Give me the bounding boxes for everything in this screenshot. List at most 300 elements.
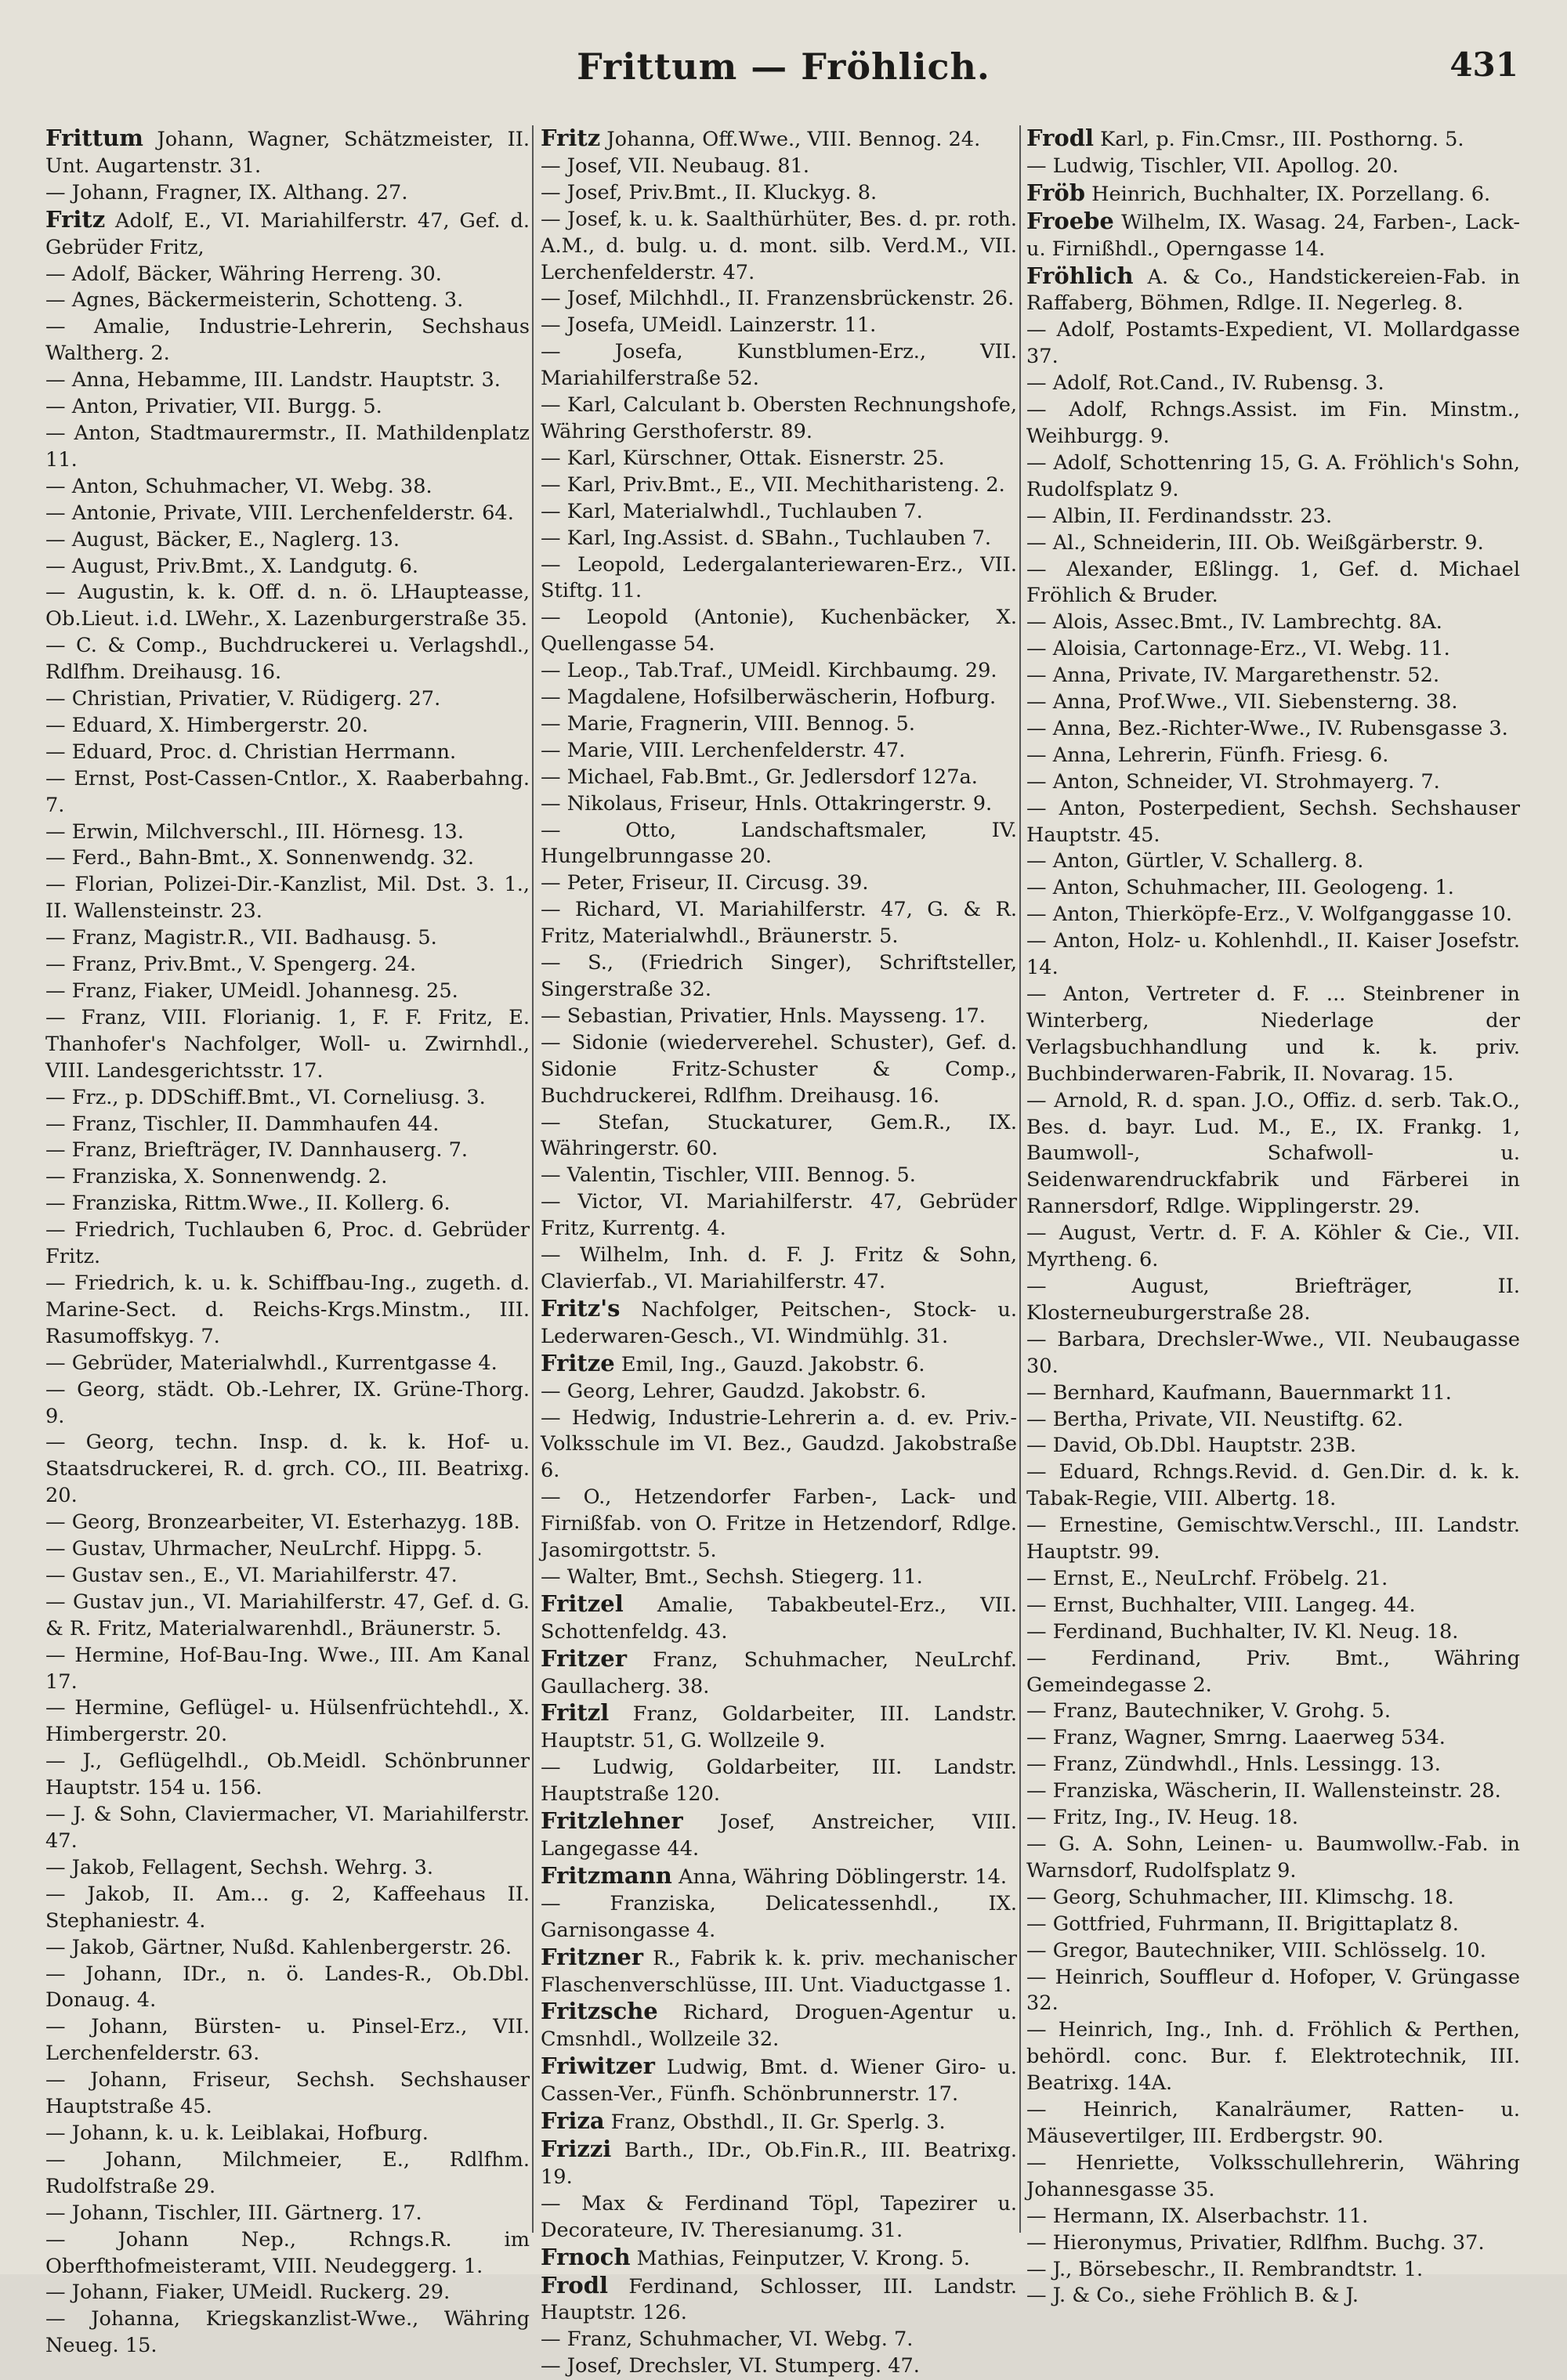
entry-text: — Hermann, IX. Alserbachstr. 11. — [1026, 2204, 1369, 2228]
entry-text: — Frz., p. DDSchiff.Bmt., VI. Corneliusg. 3. — [45, 1085, 486, 1109]
entry-text: — Gustav, Uhrmacher, NeuLrchf. Hippg. 5. — [45, 1537, 483, 1561]
directory-entry — [45, 288, 530, 314]
directory-entry — [541, 897, 1017, 950]
entry-text: — Anton, Vertreter d. F. ... Steinbrener in Winterberg, Niederlage der Verlagsbuchhandlung und k. k. priv. Buchbinderwaren-Fabrik, II. Novarag. 15. — [1026, 982, 1520, 1086]
directory-entry — [45, 1005, 530, 1085]
directory-entry — [541, 2327, 1017, 2353]
directory-entry — [45, 180, 530, 207]
entry-surname: Friza — [541, 2107, 605, 2135]
entry-text: — Henriette, Volksschullehrerin, Währing Johannesgasse 35. — [1026, 2150, 1520, 2201]
directory-entry — [1026, 875, 1520, 902]
directory-entry — [541, 392, 1017, 446]
entry-text: — August, Vertr. d. F. A. Köhler & Cie., VII. Myrtheng. 6. — [1026, 1221, 1520, 1272]
entry-text: — Franz, Bautechniker, V. Grohg. 5. — [1026, 1699, 1391, 1724]
entry-text: — Hermine, Hof-Bau-Ing. Wwe., III. Am Kanal 17. — [45, 1643, 530, 1694]
directory-entry — [1026, 450, 1520, 504]
directory-entry — [1026, 1459, 1520, 1513]
entry-text: — Johann, Milchmeier, E., Rdlfhm. Rudolfstraße 29. — [45, 2147, 530, 2198]
directory-entry — [45, 1138, 530, 1164]
entry-text: — Franziska, Delicatessenhdl., IX. Garnisongasse 4. — [541, 1891, 1017, 1942]
entry-surname: Frizzi — [541, 2135, 612, 2162]
entry-text: — Johanna, Kriegskanzlist-Wwe., Währing Neueg. 15. — [45, 2307, 530, 2358]
entry-text: — Anton, Stadtmaurermstr., II. Mathildenplatz 11. — [45, 421, 530, 472]
directory-entry — [1026, 1566, 1520, 1593]
directory-entry — [541, 446, 1017, 472]
entry-text: — Johann, Tischler, III. Gärtnerg. 17. — [45, 2201, 422, 2225]
directory-entry — [45, 1191, 530, 1217]
entry-text: — Eduard, Proc. d. Christian Herrmann. — [45, 740, 457, 764]
directory-entry — [45, 1855, 530, 1882]
entry-text: — Gregor, Bautechniker, VIII. Schlösselg. 10. — [1026, 1938, 1486, 1962]
directory-entry — [45, 1351, 530, 1377]
directory-entry — [541, 1030, 1017, 1110]
entry-text: — Georg, Schuhmacher, III. Klimschg. 18. — [1026, 1885, 1454, 1909]
entry-text: — Barbara, Drechsler-Wwe., VII. Neubaugasse 30. — [1026, 1327, 1520, 1378]
directory-entry — [1026, 1619, 1520, 1646]
directory-entry — [541, 1296, 1017, 1351]
entry-text: — Eduard, X. Himbergerstr. 20. — [45, 713, 369, 737]
directory-entry — [1026, 397, 1520, 450]
entry-text: Richard, Droguen-Agentur u. Cmsnhdl., Wollzeile 32. — [541, 2001, 1017, 2052]
directory-entry — [45, 527, 530, 554]
entry-text: — Gebrüder, Materialwhdl., Kurrentgasse 4. — [45, 1351, 498, 1375]
directory-entry — [45, 1695, 530, 1749]
directory-entry — [45, 1430, 530, 1510]
directory-entry — [45, 1271, 530, 1351]
directory-entry — [541, 286, 1017, 313]
directory-entry — [541, 1646, 1017, 1701]
directory-entry — [541, 738, 1017, 765]
entry-text: — Georg, techn. Insp. d. k. k. Hof- u. Staatsdruckerei, R. d. grch. CO., III. Beatrixg. 20. — [45, 1431, 530, 1508]
entry-text: — Stefan, Stuckaturer, Gem.R., IX. Währingerstr. 60. — [541, 1110, 1017, 1161]
entry-text: Nachfolger, Peitschen-, Stock- u. Lederwaren-Gesch., VI. Windmühlg. 31. — [541, 1297, 1017, 1348]
entry-surname: Fritzner — [541, 1943, 644, 1970]
directory-entry — [541, 1944, 1017, 1999]
directory-entry — [45, 1085, 530, 1112]
entry-text: Josef, Anstreicher, VIII. Langegasse 44. — [541, 1810, 1017, 1861]
entry-text: — Ernst, Buchhalter, VIII. Langeg. 44. — [1026, 1593, 1416, 1617]
entry-surname: Fritzer — [541, 1644, 627, 1672]
directory-entry — [1026, 317, 1520, 371]
directory-entry — [1026, 689, 1520, 716]
entry-text: — Franz, Wagner, Smrng. Laaerweg 534. — [1026, 1726, 1446, 1750]
entry-text: Adolf, E., VI. Mariahilferstr. 47, Gef. d. Gebrüder Fritz, — [45, 208, 530, 259]
entry-text: — Georg, Bronzearbeiter, VI. Esterhazyg. 18B. — [45, 1510, 520, 1535]
entry-surname: Fritzlehner — [541, 1807, 683, 1835]
directory-entry — [1026, 609, 1520, 636]
directory-entry — [541, 658, 1017, 685]
entry-surname: Frittum — [45, 125, 143, 151]
directory-entry — [1026, 716, 1520, 743]
directory-entry — [1026, 1433, 1520, 1459]
entry-text: — Adolf, Rchngs.Assist. im Fin. Minstm., Weihburgg. 9. — [1026, 398, 1520, 448]
directory-entry — [541, 2353, 1017, 2380]
directory-entry — [1026, 2257, 1520, 2284]
directory-entry — [45, 474, 530, 501]
page-header — [0, 45, 1567, 100]
entry-surname: Fritz's — [541, 1294, 621, 1322]
directory-entry — [1026, 796, 1520, 849]
entry-text: — Anton, Gürtler, V. Schallerg. 8. — [1026, 849, 1364, 874]
directory-entry — [541, 552, 1017, 606]
directory-entry — [541, 1004, 1017, 1030]
directory-entry — [45, 845, 530, 872]
entry-surname: Fritzmann — [541, 1861, 672, 1889]
column-divider — [532, 125, 534, 2233]
directory-entry — [1026, 2204, 1520, 2230]
entry-text: — J. & Sohn, Claviermacher, VI. Mariahilferstr. 47. — [45, 1803, 530, 1853]
entry-text: — Friedrich, Tuchlauben 6, Proc. d. Gebrüder Fritz. — [45, 1218, 530, 1269]
entry-text: — Wilhelm, Inh. d. F. J. Fritz & Sohn, Clavierfab., VI. Mariahilferstr. 47. — [541, 1243, 1017, 1293]
entry-text: — Peter, Friseur, II. Circusg. 39. — [541, 871, 869, 895]
entry-text: — Richard, VI. Mariahilferstr. 47, G. & R. Fritz, Materialwhdl., Bräunerstr. 5. — [541, 898, 1017, 949]
directory-entry — [541, 1405, 1017, 1485]
directory-entry — [541, 711, 1017, 738]
directory-entry — [45, 1377, 530, 1431]
directory-entry — [45, 2201, 530, 2227]
directory-entry — [541, 2244, 1017, 2273]
entry-text: Franz, Schuhmacher, NeuLrchf. Gaullacherg. 38. — [541, 1648, 1017, 1698]
directory-entry — [1026, 636, 1520, 663]
entry-text: — Karl, Priv.Bmt., E., VII. Mechitharisteng. 2. — [541, 472, 1005, 497]
entry-text: — Jakob, II. Am... g. 2, Kaffeehaus II. Stephaniestr. 4. — [45, 1882, 530, 1933]
entry-text: — Ludwig, Goldarbeiter, III. Landstr. Hauptstraße 120. — [541, 1756, 1017, 1807]
directory-entry — [45, 1802, 530, 1855]
column-3 — [1026, 125, 1520, 2308]
entry-text: Emil, Ing., Gauzd. Jakobstr. 6. — [614, 1352, 925, 1376]
directory-entry — [1026, 902, 1520, 928]
directory-entry — [45, 2014, 530, 2067]
entry-text: — Alois, Assec.Bmt., IV. Lambrechtg. 8A. — [1026, 610, 1442, 635]
entry-text: — Franziska, Wäscherin, II. Wallensteinstr. 28. — [1026, 1779, 1501, 1803]
directory-entry — [1026, 1938, 1520, 1965]
entry-text: — August, Briefträger, II. Klosterneuburgerstraße 28. — [1026, 1274, 1520, 1325]
directory-entry — [541, 1242, 1017, 1296]
entry-text: — Ernestine, Gemischtw.Verschl., III. Landstr. Hauptstr. 99. — [1026, 1514, 1520, 1564]
directory-entry — [541, 1351, 1017, 1379]
directory-entry — [541, 870, 1017, 897]
directory-entry — [541, 1163, 1017, 1189]
directory-entry — [541, 207, 1017, 287]
entry-text: Ferdinand, Schlosser, III. Landstr. Hauptstr. 126. — [541, 2274, 1017, 2325]
entry-text: Heinrich, Buchhalter, IX. Porzellang. 6. — [1084, 182, 1491, 206]
directory-entry — [45, 1962, 530, 2015]
entry-text: — Franz, Magistr.R., VII. Badhausg. 5. — [45, 926, 437, 950]
directory-entry — [45, 2147, 530, 2201]
entry-text: Karl, p. Fin.Cmsr., III. Posthorng. 5. — [1094, 128, 1464, 151]
directory-entry — [541, 1564, 1017, 1591]
directory-entry — [1026, 1965, 1520, 2018]
entry-text: — Josef, Drechsler, VI. Stumperg. 47. — [541, 2354, 920, 2378]
entry-text: — Alexander, Eßlingg. 1, Gef. d. Michael Fröhlich & Bruder. — [1026, 557, 1520, 608]
directory-entry — [1026, 1805, 1520, 1832]
entry-surname: Fröhlich — [1026, 262, 1134, 289]
directory-entry — [541, 685, 1017, 711]
entry-text: Wilhelm, IX. Wasag. 24, Farben-, Lack- u. Firnißhdl., Operngasse 14. — [1026, 210, 1520, 261]
directory-entry — [1026, 2283, 1520, 2309]
entry-text: — Franziska, Rittm.Wwe., II. Kollerg. 6. — [45, 1192, 451, 1216]
directory-entry — [541, 339, 1017, 392]
entry-text: — Eduard, Rchngs.Revid. d. Gen.Dir. d. k. k. Tabak-Regie, VIII. Albertg. 18. — [1026, 1460, 1520, 1511]
directory-entry — [1026, 1912, 1520, 1938]
directory-entry — [45, 766, 530, 819]
entry-text: — Heinrich, Kanalräumer, Ratten- u. Mäusevertilger, III. Erdbergstr. 90. — [1026, 2098, 1520, 2148]
directory-entry — [1026, 1513, 1520, 1566]
entry-surname: Fritz — [541, 125, 601, 151]
entry-text: — August, Priv.Bmt., X. Landgutg. 6. — [45, 554, 419, 578]
entry-text: A. & Co., Handstickereien-Fab. in Raffaberg, Böhmen, Rdlge. II. Negerleg. 8. — [1026, 265, 1520, 316]
entry-text: — Georg, Lehrer, Gaudzd. Jakobstr. 6. — [541, 1379, 927, 1403]
directory-entry — [541, 499, 1017, 526]
entry-text: — Josef, Milchhdl., II. Franzensbrückenstr. 26. — [541, 287, 1015, 311]
entry-text: — Gustav jun., VI. Mariahilferstr. 47, Gef. d. G. & R. Fritz, Materialwarenhdl., Bräunerstr. 5. — [45, 1590, 530, 1640]
entry-text: — Albin, II. Ferdinandsstr. 23. — [1026, 504, 1333, 528]
entry-text: — Anton, Thierköpfe-Erz., V. Wolfganggasse 10. — [1026, 902, 1512, 927]
entry-text: — J., Geflügelhdl., Ob.Meidl. Schönbrunner Hauptstr. 154 u. 156. — [45, 1749, 530, 1800]
entry-text: — Leopold, Ledergalanteriewaren-Erz., VII. Stiftg. 11. — [541, 552, 1017, 603]
column-1 — [45, 125, 530, 2358]
entry-surname: Frodl — [1026, 125, 1094, 151]
entry-text: — Arnold, R. d. span. J.O., Offiz. d. serb. Tak.O., Bes. d. bayr. Lud. M., E., IX. Frankg. 1, Baumwoll-, Schafwoll- u. Seidenwarendruckfabrik und Färberei in Rannersdorf, Rdlge. Wipplingerstr. 29. — [1026, 1088, 1520, 1219]
entry-text: — Nikolaus, Friseur, Hnls. Ottakringerstr. 9. — [541, 791, 993, 816]
directory-entry — [1026, 2097, 1520, 2150]
entry-text: — Ferdinand, Buchhalter, IV. Kl. Neug. 18. — [1026, 1619, 1459, 1644]
entry-text: — Anton, Posterpedient, Sechsh. Sechshauser Hauptstr. 45. — [1026, 796, 1520, 847]
entry-text: — Otto, Landschaftsmaler, IV. Hungelbrunngasse 20. — [541, 818, 1017, 869]
entry-text: R., Fabrik k. k. priv. mechanischer Flaschenverschlüsse, III. Unt. Viaductgasse 1. — [541, 1946, 1017, 1997]
entry-text: — Amalie, Industrie-Lehrerin, Sechshaus Waltherg. 2. — [45, 315, 530, 366]
entry-text: — Antonie, Private, VIII. Lerchenfelderstr. 64. — [45, 501, 514, 525]
directory-entry — [45, 2067, 530, 2121]
entry-text: — Agnes, Bäckermeisterin, Schotteng. 3. — [45, 288, 464, 313]
directory-entry — [1026, 2017, 1520, 2097]
entry-surname: Fröb — [1026, 179, 1085, 206]
directory-entry — [45, 1510, 530, 1536]
entry-text: — Gottfried, Fuhrmann, II. Brigittaplatz 8. — [1026, 1912, 1459, 1936]
directory-entry — [541, 791, 1017, 818]
directory-entry — [1026, 982, 1520, 1088]
directory-entry — [45, 1536, 530, 1563]
directory-entry — [45, 713, 530, 740]
directory-entry — [45, 262, 530, 288]
entry-text: — Al., Schneiderin, III. Ob. Weißgärberstr. 9. — [1026, 530, 1484, 555]
entry-text: — Johann, Fragner, IX. Althang. 27. — [45, 180, 408, 204]
directory-entry — [541, 2108, 1017, 2136]
directory-entry — [45, 1749, 530, 1802]
directory-entry — [45, 633, 530, 686]
entry-text: — J., Börsebeschr., II. Rembrandtstr. 1. — [1026, 2257, 1424, 2281]
entry-text: Johanna, Off.Wwe., VIII. Bennog. 24. — [600, 128, 981, 151]
entry-text: — Sebastian, Privatier, Hnls. Maysseng. 17. — [541, 1004, 986, 1028]
entry-text: — Leopold (Antonie), Kuchenbäcker, X. Quellengasse 54. — [541, 606, 1017, 656]
directory-entry — [45, 554, 530, 581]
entry-text: — Erwin, Milchverschl., III. Hörnesg. 13. — [45, 819, 464, 844]
directory-entry — [1026, 1327, 1520, 1380]
directory-entry — [1026, 1752, 1520, 1778]
directory-entry — [541, 2273, 1017, 2328]
directory-entry — [1026, 1832, 1520, 1885]
entry-text: — Christian, Privatier, V. Rüdigerg. 27. — [45, 687, 441, 711]
entry-text: — Adolf, Postamts-Expedient, VI. Mollardgasse 37. — [1026, 318, 1520, 369]
directory-entry — [45, 421, 530, 474]
directory-entry — [1026, 180, 1520, 208]
entry-text: — Johann, Bürsten- u. Pinsel-Erz., VII. Lerchenfelderstr. 63. — [45, 2015, 530, 2066]
directory-entry — [45, 2306, 530, 2360]
entry-text: — Bertha, Private, VII. Neustiftg. 62. — [1026, 1407, 1403, 1431]
directory-entry — [541, 1485, 1017, 1564]
entry-text: Franz, Goldarbeiter, III. Landstr. Hauptstr. 51, G. Wollzeile 9. — [541, 1702, 1017, 1753]
entry-text: Johann, Wagner, Schätzmeister, II. Unt. Augartenstr. 31. — [45, 128, 530, 178]
entry-surname: Fritze — [541, 1349, 615, 1376]
directory-entry — [45, 2280, 530, 2306]
directory-entry — [541, 1891, 1017, 1944]
directory-entry — [1026, 1407, 1520, 1434]
entry-text: — Valentin, Tischler, VIII. Bennog. 5. — [541, 1163, 916, 1188]
entry-text: — Franz, Zündwhdl., Hnls. Lessingg. 13. — [1026, 1752, 1441, 1777]
entry-text: — Florian, Polizei-Dir.-Kanzlist, Mil. Dst. 3. 1., II. Wallensteinstr. 23. — [45, 873, 530, 924]
directory-entry — [45, 1112, 530, 1138]
entry-text: — S., (Friedrich Singer), Schriftsteller, Singerstraße 32. — [541, 951, 1017, 1001]
entry-text: — Franz, Schuhmacher, VI. Webg. 7. — [541, 2328, 914, 2352]
directory-entry — [541, 1591, 1017, 1646]
entry-text: — Georg, städt. Ob.-Lehrer, IX. Grüne-Thorg. 9. — [45, 1377, 530, 1428]
directory-entry — [541, 180, 1017, 207]
entry-text: — Walter, Bmt., Sechsh. Stiegerg. 11. — [541, 1564, 923, 1589]
directory-entry — [45, 686, 530, 713]
entry-text: — Anton, Schuhmacher, III. Geologeng. 1. — [1026, 876, 1454, 900]
entry-text: — Anna, Bez.-Richter-Wwe., IV. Rubensgasse 3. — [1026, 716, 1508, 740]
directory-entry — [45, 580, 530, 633]
entry-text: — O., Hetzendorfer Farben-, Lack- und Firnißfab. von O. Fritze in Hetzendorf, Rdlge. Jasomirgottstr. 5. — [541, 1485, 1017, 1563]
entry-surname: Fritzel — [541, 1590, 624, 1617]
directory-entry — [1026, 371, 1520, 397]
entry-text: — David, Ob.Dbl. Hauptstr. 23B. — [1026, 1434, 1357, 1458]
directory-entry — [1026, 1646, 1520, 1699]
entry-text: — Anna, Lehrerin, Fünfh. Friesg. 6. — [1026, 743, 1389, 767]
entry-text: Amalie, Tabakbeutel-Erz., VII. Schottenfeldg. 43. — [541, 1593, 1017, 1644]
directory-entry — [541, 605, 1017, 658]
entry-text: — Jakob, Fellagent, Sechsh. Wehrg. 3. — [45, 1855, 434, 1879]
entry-text: Franz, Obsthdl., II. Gr. Sperlg. 3. — [604, 2111, 946, 2135]
entry-text: — Gustav sen., E., VI. Mariahilferstr. 47. — [45, 1563, 458, 1587]
directory-entry — [541, 2136, 1017, 2191]
directory-entry — [1026, 263, 1520, 318]
entry-text: — Aloisia, Cartonnage-Erz., VI. Webg. 11. — [1026, 637, 1450, 661]
directory-entry — [541, 1755, 1017, 1808]
entry-text: — Anton, Privatier, VII. Burgg. 5. — [45, 395, 382, 419]
directory-entry — [1026, 504, 1520, 530]
entry-text: — Anton, Schneider, VI. Strohmayerg. 7. — [1026, 769, 1440, 794]
entry-text: — Magdalene, Hofsilberwäscherin, Hofburg. — [541, 685, 997, 710]
entry-text: — Josef, k. u. k. Saalthürhüter, Bes. d. pr. roth. A.M., d. bulg. u. d. mont. silb. Verd.M., VII. Lerchenfelderstr. 47. — [541, 207, 1017, 284]
entry-text: — Max & Ferdinand Töpl, Tapezirer u. Decorateure, IV. Theresianumg. 31. — [541, 2191, 1017, 2242]
directory-entry — [541, 1808, 1017, 1863]
entry-text: — Jakob, Gärtner, Nußd. Kahlenbergerstr. 26. — [45, 1935, 512, 1959]
directory-entry — [1026, 1274, 1520, 1327]
entry-text: Barth., IDr., Ob.Fin.R., III. Beatrixg. 19. — [541, 2138, 1017, 2189]
directory-entry — [541, 125, 1017, 154]
entry-text: — Ferdinand, Priv. Bmt., Währing Gemeindegasse 2. — [1026, 1646, 1520, 1697]
entry-surname: Fritz — [45, 205, 106, 233]
entry-text: — Victor, VI. Mariahilferstr. 47, Gebrüder Fritz, Kurrentg. 4. — [541, 1190, 1017, 1241]
directory-entry — [1026, 530, 1520, 557]
entry-text: — Anton, Schuhmacher, VI. Webg. 38. — [45, 474, 432, 498]
directory-entry — [541, 950, 1017, 1004]
entry-text: — Franz, Tischler, II. Dammhaufen 44. — [45, 1112, 440, 1136]
entry-text: — Michael, Fab.Bmt., Gr. Jedlersdorf 127a. — [541, 765, 978, 789]
directory-entry — [45, 2121, 530, 2147]
entry-text: — Karl, Ing.Assist. d. SBahn., Tuchlauben 7. — [541, 526, 992, 550]
entry-text: — Hermine, Geflügel- u. Hülsenfrüchtehdl., X. Himbergerstr. 20. — [45, 1696, 530, 1747]
entry-text: — Ferd., Bahn-Bmt., X. Sonnenwendg. 32. — [45, 846, 475, 870]
entry-text: — Hedwig, Industrie-Lehrerin a. d. ev. Priv.-Volksschule im VI. Bez., Gaudzd. Jakobstraße 6. — [541, 1405, 1017, 1483]
entry-text: — Adolf, Schottenring 15, G. A. Fröhlich's Sohn, Rudolfsplatz 9. — [1026, 450, 1520, 501]
directory-entry — [45, 367, 530, 394]
entry-surname: Friwitzer — [541, 2053, 655, 2080]
directory-entry — [45, 978, 530, 1005]
directory-entry — [45, 1882, 530, 1935]
directory-entry — [1026, 1088, 1520, 1221]
directory-entry — [1026, 928, 1520, 982]
entry-surname: Frnoch — [541, 2243, 631, 2270]
directory-entry — [45, 1563, 530, 1590]
entry-surname: Frodl — [541, 2271, 608, 2299]
entry-text: — G. A. Sohn, Leinen- u. Baumwollw.-Fab. in Warnsdorf, Rudolfsplatz 9. — [1026, 1832, 1520, 1883]
directory-entry — [1026, 1698, 1520, 1725]
entry-text: — Josef, Priv.Bmt., II. Kluckyg. 8. — [541, 180, 878, 204]
entry-text: — Heinrich, Souffleur d. Hofoper, V. Grüngasse 32. — [1026, 1965, 1520, 2016]
directory-entry — [541, 818, 1017, 871]
entry-text: — Heinrich, Ing., Inh. d. Fröhlich & Perthen, behördl. conc. Bur. f. Elektrotechnik, III. Beatrixg. 14A. — [1026, 2018, 1520, 2096]
entry-text: — Anna, Hebamme, III. Landstr. Hauptstr. 3. — [45, 368, 501, 392]
directory-entry — [541, 472, 1017, 499]
directory-entry — [45, 2227, 530, 2281]
entry-text: — Karl, Materialwhdl., Tuchlauben 7. — [541, 499, 923, 523]
entry-text: — Franz, Briefträger, IV. Dannhauserg. 7. — [45, 1138, 469, 1163]
entry-text: — Karl, Kürschner, Ottak. Eisnerstr. 25. — [541, 446, 945, 470]
directory-entry — [1026, 1221, 1520, 1274]
directory-entry — [1026, 557, 1520, 610]
entry-text: — August, Bäcker, E., Naglerg. 13. — [45, 527, 400, 552]
directory-entry — [541, 1998, 1017, 2053]
directory-entry — [45, 952, 530, 978]
directory-entry — [541, 526, 1017, 552]
entry-text: — Friedrich, k. u. k. Schiffbau-Ing., zugeth. d. Marine-Sect. d. Reichs-Krgs.Minstm., III. Rasumoffskyg. 7. — [45, 1271, 530, 1348]
entry-text: Ludwig, Bmt. d. Wiener Giro- u. Cassen-Ver., Fünfh. Schönbrunnerstr. 17. — [541, 2056, 1017, 2107]
entry-surname: Fritzl — [541, 1699, 610, 1727]
directory-entry — [45, 1164, 530, 1191]
directory-entry — [45, 925, 530, 952]
entry-text: — Anna, Prof.Wwe., VII. Siebensterng. 38. — [1026, 690, 1458, 714]
entry-surname: Froebe — [1026, 207, 1114, 234]
entry-surname: Fritzsche — [541, 1998, 658, 2025]
entry-text: — Anton, Holz- u. Kohlenhdl., II. Kaiser Josefstr. 14. — [1026, 929, 1520, 980]
page-number: 431 — [1449, 45, 1518, 84]
directory-entry — [1026, 1380, 1520, 1407]
entry-text: — Johann, Fiaker, UMeidl. Ruckerg. 29. — [45, 2281, 451, 2305]
entry-text: — Johann, k. u. k. Leiblakai, Hofburg. — [45, 2121, 429, 2145]
entry-text: — Adolf, Rot.Cand., IV. Rubensg. 3. — [1026, 371, 1384, 396]
column-divider — [1019, 125, 1021, 2233]
page-title: Frittum — Fröhlich. — [577, 45, 990, 88]
directory-entry — [541, 2191, 1017, 2244]
entry-text: — Adolf, Bäcker, Währing Herreng. 30. — [45, 262, 442, 286]
directory-entry — [541, 765, 1017, 791]
directory-entry — [541, 154, 1017, 180]
entry-text: — Sidonie (wiederverehel. Schuster), Gef. d. Sidonie Fritz-Schuster & Comp., Buchdruckerei, Rdlfhm. Dreihausg. 16. — [541, 1030, 1017, 1108]
directory-entry — [1026, 663, 1520, 689]
directory-entry — [1026, 1725, 1520, 1752]
